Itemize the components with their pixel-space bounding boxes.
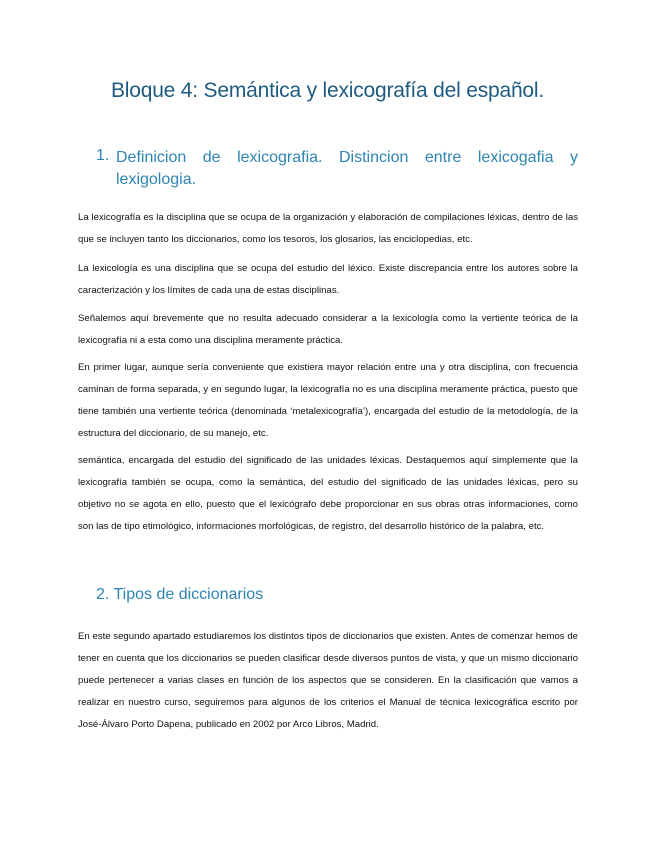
document-title: Bloque 4: Semántica y lexicografía del español. <box>110 79 545 102</box>
paragraph: semántica, encargada del estudio del significado de las unidades léxicas. Destaquemos aquí simplemente que la lexicografía también se ocupa, como la semántica, del estudio del significado de las unidades léxicas, pero su objetivo no se agota en ello, puesto que el lexicógrafo debe proporcionar en sus obras otras informaciones, como son las de tipo etimológico, informaciones morfológicas, de registro, del desarrollo histórico de la palabra, etc. <box>78 455 578 532</box>
paragraph: En este segundo apartado estudiaremos los distintos tipos de diccionarios que existen. Antes de comenzar hemos de tener en cuenta que los diccionarios se pueden clasificar desde diversos puntos de vista, y que un mismo diccionario puede pertenecer a varias clases en función de los aspectos que se consideren. En la clasificación que vamos a realizar en nuestro curso, seguiremos para algunos de los criterios el Manual de técnica lexicográfica escrito por José-Álvaro Porto Dapena, publicado en 2002 por Arco Libros, Madrid. <box>78 631 578 730</box>
paragraph: Señalemos aquí brevemente que no resulta adecuado considerar a la lexicología como la vertiente teórica de la lexicografía ni a esta como una disciplina meramente práctica. <box>78 313 578 346</box>
paragraph: En primer lugar, aunque sería conveniente que existiera mayor relación entre una y otra disciplina, con frecuencia caminan de forma separada, y en segundo lugar, la lexicografía no es una disciplina meramente práctica, puesto que tiene también una vertiente teórica (denominada ‘metalexicografía’), encargada del estudio de la metodología, de la estructura del diccionario, de su manejo, etc. <box>78 362 578 439</box>
section-2-heading: 2. Tipos de diccionarios <box>96 586 264 603</box>
paragraph: La lexicología es una disciplina que se ocupa del estudio del léxico. Existe discrepancia entre los autores sobre la caracterización y los límites de cada una de estas disciplinas. <box>78 263 578 296</box>
section-1-number: 1. <box>96 147 110 164</box>
section-1-heading: Definicion de lexicografia. Distincion entre lexicogafia y lexigologia. <box>116 149 578 188</box>
paragraph: La lexicografía es la disciplina que se ocupa de la organización y elaboración de compilaciones léxicas, dentro de las que se incluyen tanto los diccionarios, como los tesoros, los glosarios, las enciclopedias, etc. <box>78 212 578 245</box>
